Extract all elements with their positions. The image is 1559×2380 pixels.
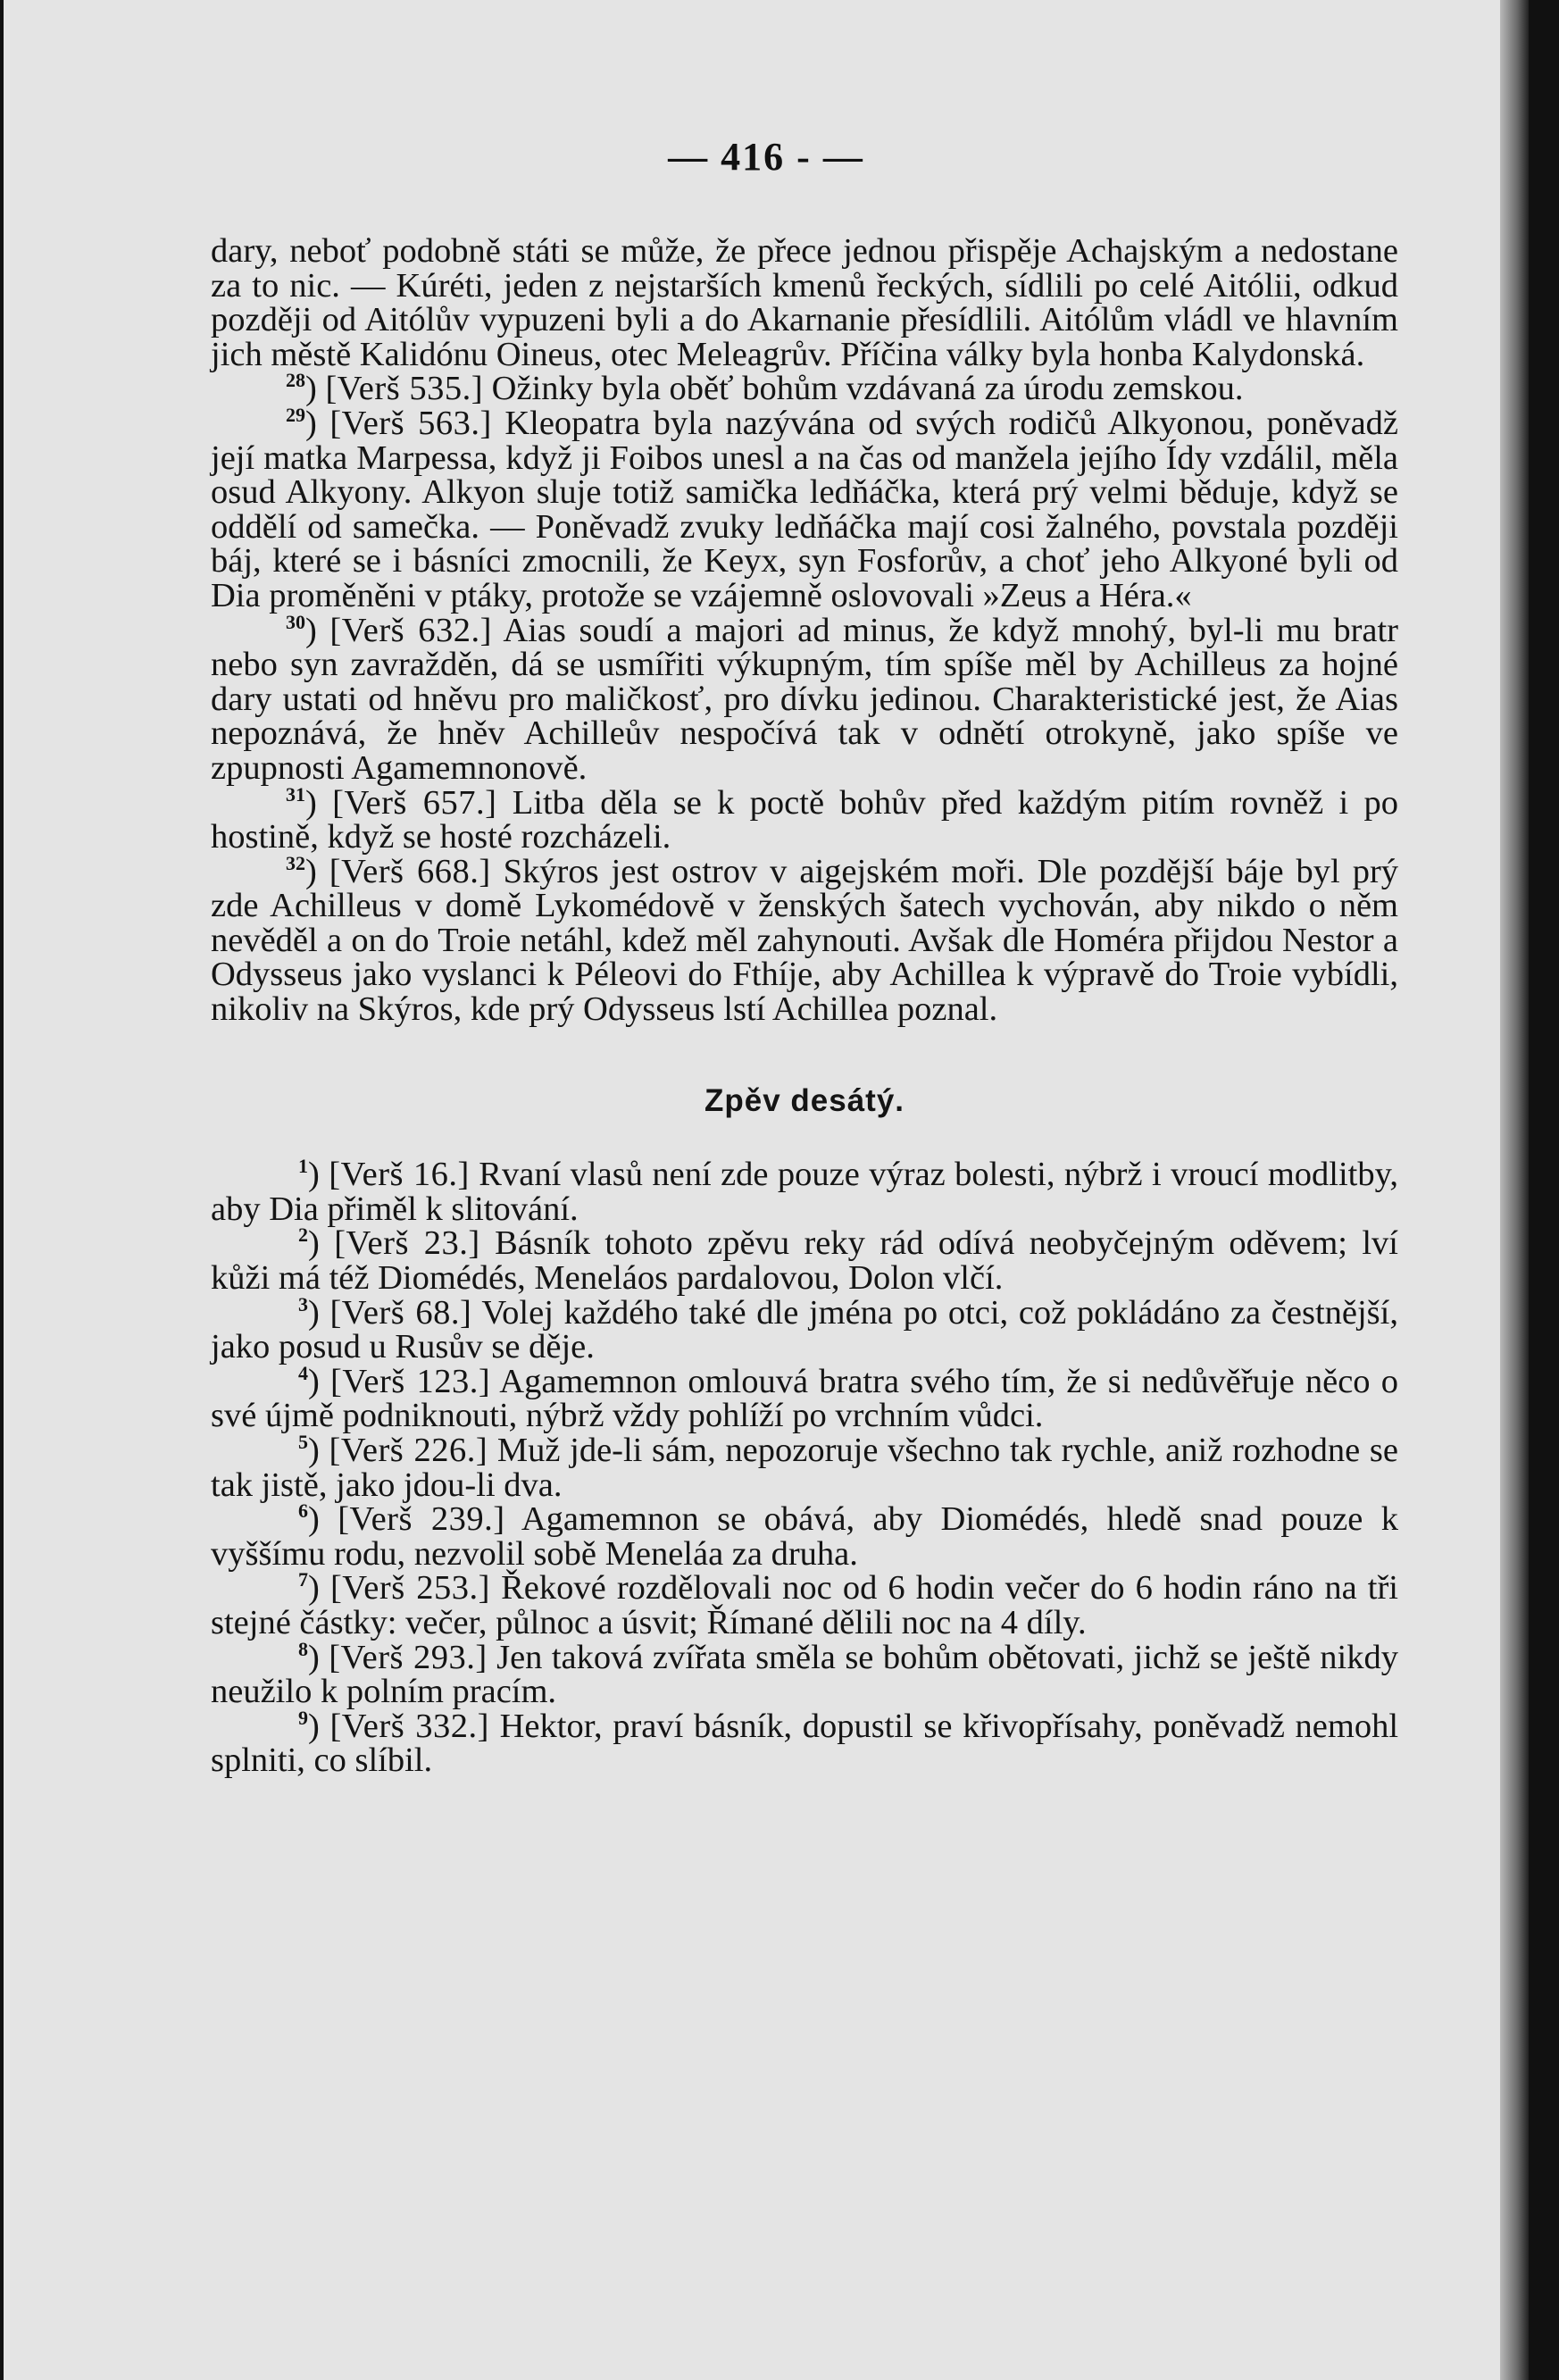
footnote-text: Agamemnon se obává, aby Diomédés, hledě snad pouze k vyššímu rodu, nezvolil sobě Meneláa za druha. bbox=[211, 1500, 1398, 1573]
verse-reference: [Verš 332.] bbox=[329, 1707, 489, 1745]
verse-reference: [Verš 668.] bbox=[329, 852, 491, 890]
footnote-text: Volej každého také dle jména po otci, což pokládáno za čestnější, jako posud u Rusův se děje. bbox=[211, 1293, 1398, 1366]
footnote: $^{31}$) [Verš 657.] Litba děla se k poctě bohův před každým pitím rovněž i po hostině, když se hosté rozcházeli. bbox=[211, 782, 1399, 856]
section-title: Zpěv desátý. bbox=[704, 1082, 905, 1118]
notes-list-part-two bbox=[211, 1157, 1398, 1778]
footnote-text: Řekové rozdělovali noc od 6 hodin večer do 6 hodin ráno na tři stejné částky: večer, půlnoc a úsvit; Římané dělili noc na 4 díly. bbox=[211, 1569, 1399, 1641]
footnote-text: Aias soudí a majori ad minus, že když mnohý, byl-li mu bratr nebo syn zavražděn, dá se usmířiti výkupným, tím spíše měl by Achilleus za hojné dary ustati od hněvu pro maličkosť, pro dívku jedinou. Charakteristické jest, že Aias nepoznává, že hněv Achilleův nespočívá tak v odnětí otrokyně, jako spíše ve zpupnosti Agamemnonově. bbox=[211, 611, 1399, 787]
verse-reference: [Verš 657.] bbox=[332, 783, 497, 822]
footnote-text: Básník tohoto zpěvu reky rád odívá neobyčejným oděvem; lví kůži má též Diomédés, Meneláos pardalovou, Dolon vlčí. bbox=[211, 1224, 1398, 1298]
footnote-number: 5 bbox=[298, 1431, 308, 1453]
footnote: $^{32}$) [Verš 668.] Skýros jest ostrov v aigejském moři. Dle pozdější báje byl prý zde Achilleus v domě Lykomédově v ženských šatech vychován, aby nikdo o něm nevěděl a on do Troie netáhl, kdež měl zahynouti. Avšak dle Homéra přijdou Nestor a Odysseus jako vyslanci k Péleovi do Fthíje, aby Achillea k výpravě do Troie vybídli, nikoliv na Skýros, kde prý Odysseus lstí Achillea poznal. bbox=[211, 851, 1399, 1029]
footnote-text: Litba děla se k poctě bohův před každým pitím rovněž i po hostině, když se hosté rozcházeli. bbox=[211, 783, 1399, 856]
footnote-text: Kleopatra byla nazývána od svých rodičů Alkyonou, poněvadž její matka Marpessa, když ji Foibos unesl a na čas od manžela jejího Ídy vzdálil, měla osud Alkyony. Alkyon sluje totiž samička ledňáčka, která prý velmi běduje, když se oddělí od samečka. — Poněvadž zvuky ledňáčka mají cosi žalného, povstala později báj, které se i básníci zmocnili, že Keyx, syn Fosforův, a choť jeho Alkyoné byli od Dia proměněni v ptáky, protože se vzájemně oslovovali »Zeus a Héra.« bbox=[211, 404, 1399, 614]
verse-reference: [Verš 239.] bbox=[338, 1500, 505, 1539]
footnote-number: 4 bbox=[298, 1361, 308, 1384]
footnote-number: 3 bbox=[298, 1292, 308, 1315]
footnote: $^{28}$) [Verš 535.] Ožinky byla oběť bohům vzdávaná za úrodu zemskou. bbox=[286, 369, 1244, 408]
footnote-number: 29 bbox=[286, 403, 305, 426]
footnote-text: Skýros jest ostrov v aigejském moři. Dle pozdější báje byl prý zde Achilleus v domě Lykomédově v ženských šatech vychován, aby nikdo o něm nevěděl a on do Troie netáhl, kdež měl zahynouti. Avšak dle Homéra přijdou Nestor a Odysseus jako vyslanci k Péleovi do Fthíje, aby Achillea k výpravě do Troie vybídli, nikoliv na Skýros, kde prý Odysseus lstí Achillea poznal. bbox=[211, 852, 1399, 1029]
footnote: $^1$) [Verš 16.] Rvaní vlasů není zde pouze výraz bolesti, nýbrž i vroucí modlitby, aby Dia přiměl k slitování. bbox=[211, 1155, 1399, 1228]
footnote: $^3$) [Verš 68.] Volej každého také dle jména po otci, což pokládáno za čestnější, jako posud u Rusův se děje. bbox=[211, 1292, 1398, 1366]
verse-reference: [Verš 253.] bbox=[329, 1569, 490, 1608]
footnote-number: 30 bbox=[286, 610, 305, 633]
footnote-number: 6 bbox=[298, 1499, 308, 1523]
footnote: $^8$) [Verš 293.] Jen taková zvířata směla se bohům obětovati, jichž se ještě nikdy neužilo k polním pracím. bbox=[211, 1637, 1398, 1711]
footnote-number: 2 bbox=[298, 1223, 308, 1247]
footnote-text: Rvaní vlasů není zde pouze výraz bolesti, nýbrž i vroucí modlitby, aby Dia přiměl k slitování. bbox=[211, 1156, 1399, 1228]
verse-reference: [Verš 123.] bbox=[330, 1362, 491, 1400]
footnote-text: Muž jde-li sám, nepozoruje všechno tak rychle, aniž rozhodne se tak jistě, jako jdou-li dva. bbox=[211, 1432, 1399, 1504]
page-binding-edge bbox=[1500, 0, 1529, 2380]
verse-reference: [Verš 23.] bbox=[334, 1224, 480, 1263]
footnote: $^9$) [Verš 332.] Hektor, praví básník, dopustil se křivopřísahy, poněvadž nemohl splniti, co slíbil. bbox=[211, 1706, 1399, 1780]
intro-paragraph: dary, neboť podobně státi se může, že přece jednou přispěje Achajským a nedostane za to nic. — Kúréti, jeden z nejstarších kmenů řeckých, sídlili po celé Aitólii, odkud později od Aitólův vypuzeni byli a do Akarnanie přesídlili. Aitólům vládl ve hlavním jich městě Kalidónu Oineus, otec Meleagrův. Příčina války byla honba Kalydonská. bbox=[211, 232, 1398, 373]
footnote-text: Jen taková zvířata směla se bohům obětovati, jichž se ještě nikdy neužilo k polním pracím. bbox=[211, 1638, 1398, 1711]
page-number: — 416 - — bbox=[668, 135, 864, 179]
verse-reference: [Verš 632.] bbox=[329, 611, 492, 649]
footnote-number: 32 bbox=[286, 851, 305, 874]
verse-reference: [Verš 226.] bbox=[329, 1432, 488, 1469]
footnote-text: Hektor, praví básník, dopustil se křivopřísahy, poněvadž nemohl splniti, co slíbil. bbox=[211, 1707, 1399, 1780]
body-text bbox=[211, 234, 1398, 1778]
footnote-number: 8 bbox=[298, 1637, 308, 1660]
footnote-number: 31 bbox=[286, 782, 305, 806]
footnote-number: 9 bbox=[298, 1706, 308, 1729]
footnote: $^2$) [Verš 23.] Básník tohoto zpěvu reky rád odívá neobyčejným oděvem; lví kůži má též Diomédés, Meneláos pardalovou, Dolon vlčí. bbox=[211, 1223, 1398, 1298]
footnote: $^6$) [Verš 239.] Agamemnon se obává, aby Diomédés, hledě snad pouze k vyššímu rodu, nezvolil sobě Meneláa za druha. bbox=[211, 1499, 1398, 1573]
verse-reference: [Verš 563.] bbox=[329, 404, 492, 442]
verse-reference: [Verš 293.] bbox=[329, 1638, 488, 1676]
footnote-number: 28 bbox=[286, 369, 305, 392]
verse-reference: [Verš 68.] bbox=[329, 1293, 472, 1332]
footnote: $^{30}$) [Verš 632.] Aias soudí a majori ad minus, že když mnohý, byl-li mu bratr nebo syn zavražděn, dá se usmířiti výkupným, tím spíše měl by Achilleus za hojné dary ustati od hněvu pro maličkosť, pro dívku jedinou. Charakteristické jest, že Aias nepoznává, že hněv Achilleův nespočívá tak v odnětí otrokyně, jako spíše ve zpupnosti Agamemnonově. bbox=[211, 610, 1399, 787]
footnote: $^{29}$) [Verš 563.] Kleopatra byla nazývána od svých rodičů Alkyonou, poněvadž její matka Marpessa, když ji Foibos unesl a na čas od manžela jejího Ídy vzdálil, měla osud Alkyony. Alkyon sluje totiž samička ledňáčka, která prý velmi běduje, když se oddělí od samečka. — Poněvadž zvuky ledňáčka mají cosi žalného, povstala později báj, které se i básníci zmocnili, že Keyx, syn Fosforův, a choť jeho Alkyoné byli od Dia proměněni v ptáky, protože se vzájemně oslovovali »Zeus a Héra.« bbox=[211, 403, 1399, 614]
notes-list-part-one bbox=[211, 369, 1399, 1029]
footnote: $^5$) [Verš 226.] Muž jde-li sám, nepozoruje všechno tak rychle, aniž rozhodne se tak jistě, jako jdou-li dva. bbox=[211, 1431, 1399, 1504]
footnote-number: 7 bbox=[298, 1568, 308, 1591]
verse-reference: [Verš 535.] bbox=[325, 370, 484, 408]
footnote-text: Ožinky byla oběť bohům vzdávaná za úrodu zemskou. bbox=[491, 370, 1244, 408]
footnote: $^7$) [Verš 253.] Řekové rozdělovali noc od 6 hodin večer do 6 hodin ráno na tři stejné částky: večer, půlnoc a úsvit; Římané dělili noc na 4 díly. bbox=[211, 1568, 1399, 1641]
footnote-text: Agamemnon omlouvá bratra svého tím, že si nedůvěřuje něco o své újmě podniknouti, nýbrž vždy pohlíží po vrchním vůdci. bbox=[211, 1362, 1399, 1435]
footnote-number: 1 bbox=[298, 1155, 308, 1178]
footnote: $^4$) [Verš 123.] Agamemnon omlouvá bratra svého tím, že si nedůvěřuje něco o své újmě podniknouti, nýbrž vždy pohlíží po vrchním vůdci. bbox=[211, 1361, 1399, 1435]
verse-reference: [Verš 16.] bbox=[329, 1156, 470, 1194]
book-page bbox=[4, 0, 1529, 2380]
